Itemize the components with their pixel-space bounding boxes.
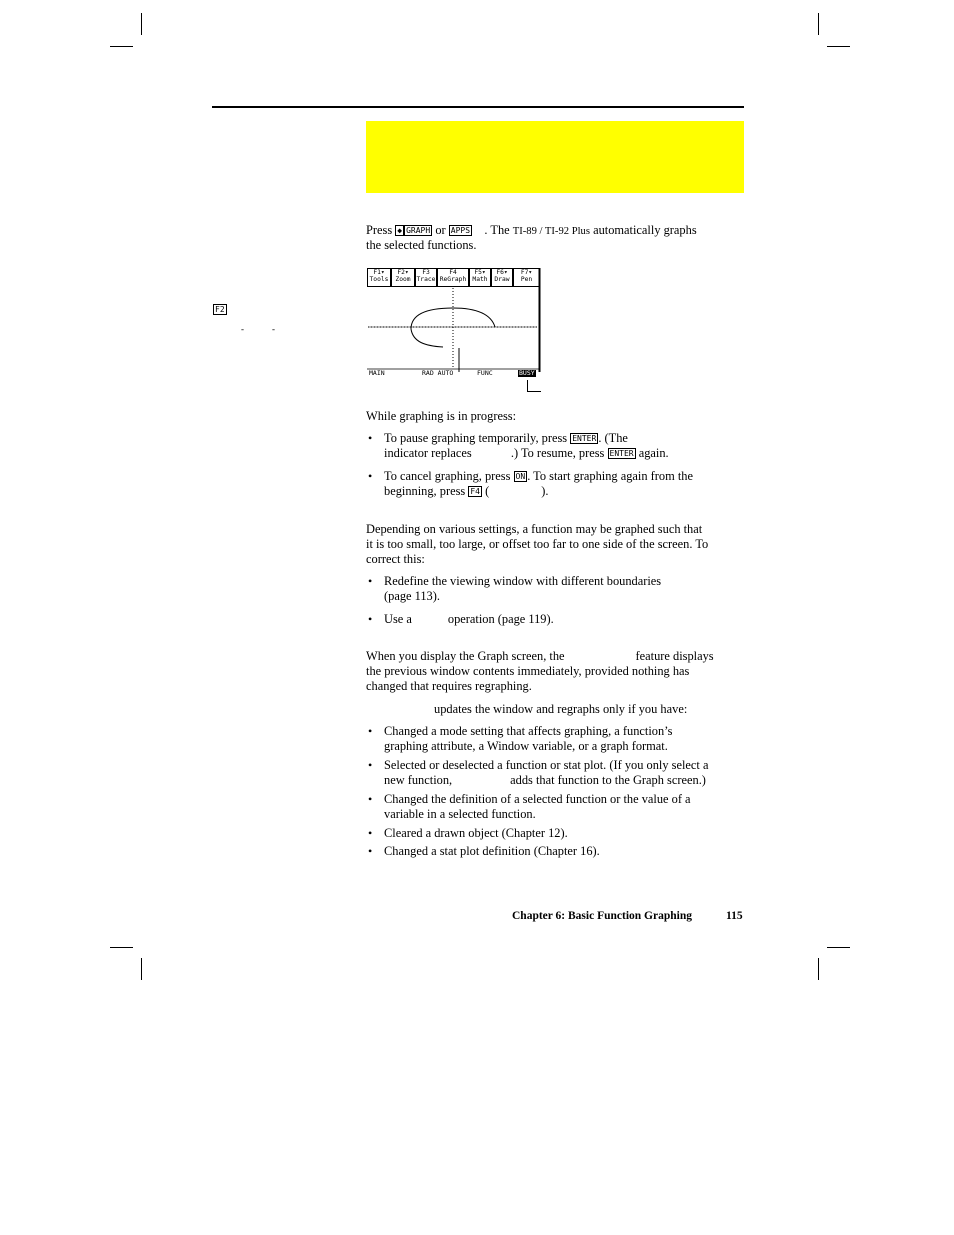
crop-mark	[110, 46, 133, 47]
on-key: ON	[515, 472, 526, 481]
smart-b3-line-1: Changed the definition of a selected function or the value of a	[384, 792, 691, 806]
smart-intro: When you display the Graph screen, the	[366, 649, 565, 663]
busy-indicator: BUSY	[519, 369, 535, 377]
f2-key-margin: F2	[215, 305, 225, 314]
progress-heading: While graphing is in progress:	[366, 409, 517, 423]
calculator-graph-screen	[367, 268, 541, 380]
graph-key: GRAPH	[406, 226, 431, 235]
window-p1-line-3: correct this:	[366, 552, 425, 566]
pause-line-1	[384, 431, 628, 446]
bullet: •	[368, 844, 373, 858]
toolbar-menu-label: Math	[472, 276, 488, 283]
calculator-name: TI-89 / TI-92 Plus	[512, 226, 590, 237]
smart-b5: Changed a stat plot definition (Chapter 16).	[384, 844, 600, 858]
toolbar-menu-label: Pen	[520, 276, 533, 283]
new-function-text: new function,	[384, 773, 453, 787]
crop-mark	[110, 947, 133, 948]
smart-b3-line-2: variable in a selected function.	[384, 807, 536, 821]
bullet: •	[368, 724, 373, 738]
smart-p1-line-3: changed that requires regraphing.	[366, 679, 532, 693]
smart-p2: updates the window and regraphs only if you have:	[434, 702, 688, 716]
smart-b4: Cleared a drawn object (Chapter 12).	[384, 826, 568, 840]
toolbar-key-label: F2▾	[397, 269, 409, 276]
smart-b2-line-2	[384, 773, 706, 788]
bullet: •	[368, 574, 373, 588]
crop-mark	[827, 947, 850, 948]
diamond-key-icon: ◆	[397, 226, 403, 235]
intro-or: or	[435, 223, 446, 237]
pause-indicator-text: indicator replaces	[384, 446, 472, 460]
cancel-text: To cancel graphing, press	[384, 469, 511, 483]
toolbar-key-label: F1▾	[373, 269, 385, 276]
intro-line-2: the selected functions.	[366, 238, 477, 252]
margin-dash: -	[272, 324, 275, 334]
toolbar-menu-label: Draw	[494, 276, 510, 283]
bullet: •	[368, 826, 373, 840]
apps-key: APPS	[450, 226, 471, 235]
bullet: •	[368, 469, 373, 483]
redefine-line-1: Redefine the viewing window with different boundaries	[384, 574, 662, 588]
redefine-line-2: (page 113).	[384, 589, 440, 603]
cancel-text-b: . To start graphing again from the	[527, 469, 693, 483]
status-main: MAIN	[369, 369, 385, 377]
use-zoom-line	[384, 612, 554, 627]
beginning-text: beginning, press	[384, 484, 466, 498]
crop-mark	[818, 13, 819, 35]
status-mode: RAD AUTO	[422, 369, 454, 377]
paren-close: ).	[541, 484, 549, 498]
crop-mark	[827, 46, 850, 47]
use-a-text: Use a	[384, 612, 412, 626]
smart-p1-line-1	[366, 649, 714, 664]
header-rule	[212, 106, 744, 108]
crop-mark	[818, 958, 819, 980]
toolbar-key-label: F3	[422, 269, 430, 276]
toolbar-menu-label: Zoom	[395, 276, 411, 283]
intro-press: Press	[366, 223, 393, 237]
title-highlight-band	[366, 121, 744, 193]
status-func: FUNC	[477, 369, 493, 377]
toolbar-key-label: F6▾	[496, 269, 508, 276]
window-p1-line-1: Depending on various settings, a function may be graphed such that	[366, 522, 703, 536]
ellipse-lower	[411, 329, 443, 347]
again-text: again.	[638, 446, 669, 460]
intro-the: . The	[484, 223, 510, 237]
enter-key: ENTER	[609, 449, 634, 458]
pause-text: To pause graphing temporarily, press	[384, 431, 568, 445]
cancel-line-1	[384, 469, 693, 484]
footer-page-number: 115	[726, 910, 743, 922]
paren-open: (	[485, 484, 490, 498]
busy-callout-line	[527, 391, 541, 392]
smart-p1-line-2: the previous window contents immediately, provided nothing has	[366, 664, 690, 678]
smart-b1-line-2: graphing attribute, a Window variable, or a graph format.	[384, 739, 668, 753]
window-p1-line-2: it is too small, too large, or offset too far to one side of the screen. To	[366, 537, 709, 551]
toolbar-key-label: F7▾	[520, 269, 533, 276]
pause-text-b: . (The	[598, 431, 628, 445]
toolbar-menu-label: Trace	[416, 276, 436, 283]
bullet: •	[368, 758, 373, 772]
adds-text: adds that function to the Graph screen.)	[510, 773, 706, 787]
margin-dash: -	[241, 324, 244, 334]
enter-key: ENTER	[572, 434, 597, 443]
bullet: •	[368, 431, 373, 445]
f4-key: F4	[470, 487, 480, 496]
bullet: •	[368, 792, 373, 806]
toolbar-menu-label: Tools	[369, 276, 389, 283]
operation-text: operation (page 119).	[447, 612, 554, 626]
footer-chapter: Chapter 6: Basic Function Graphing	[512, 910, 692, 922]
smart-b1-line-1: Changed a mode setting that affects graphing, a function’s	[384, 724, 673, 738]
pause-line-2	[384, 446, 669, 461]
feature-displays: feature displays	[635, 649, 714, 663]
toolbar-menu-label: ReGraph	[439, 276, 467, 283]
toolbar-key-label: F5▾	[474, 269, 486, 276]
bullet: •	[368, 612, 373, 626]
cancel-line-2	[384, 484, 548, 499]
toolbar-key-label: F4	[449, 269, 457, 276]
crop-mark	[141, 13, 142, 35]
crop-mark	[141, 958, 142, 980]
resume-text: .) To resume, press	[510, 446, 605, 460]
graph-area	[367, 268, 541, 380]
smart-b2-line-1: Selected or deselected a function or stat plot. (If you only select a	[384, 758, 709, 772]
intro-line-1	[366, 223, 697, 239]
intro-auto: automatically graphs	[593, 223, 697, 237]
